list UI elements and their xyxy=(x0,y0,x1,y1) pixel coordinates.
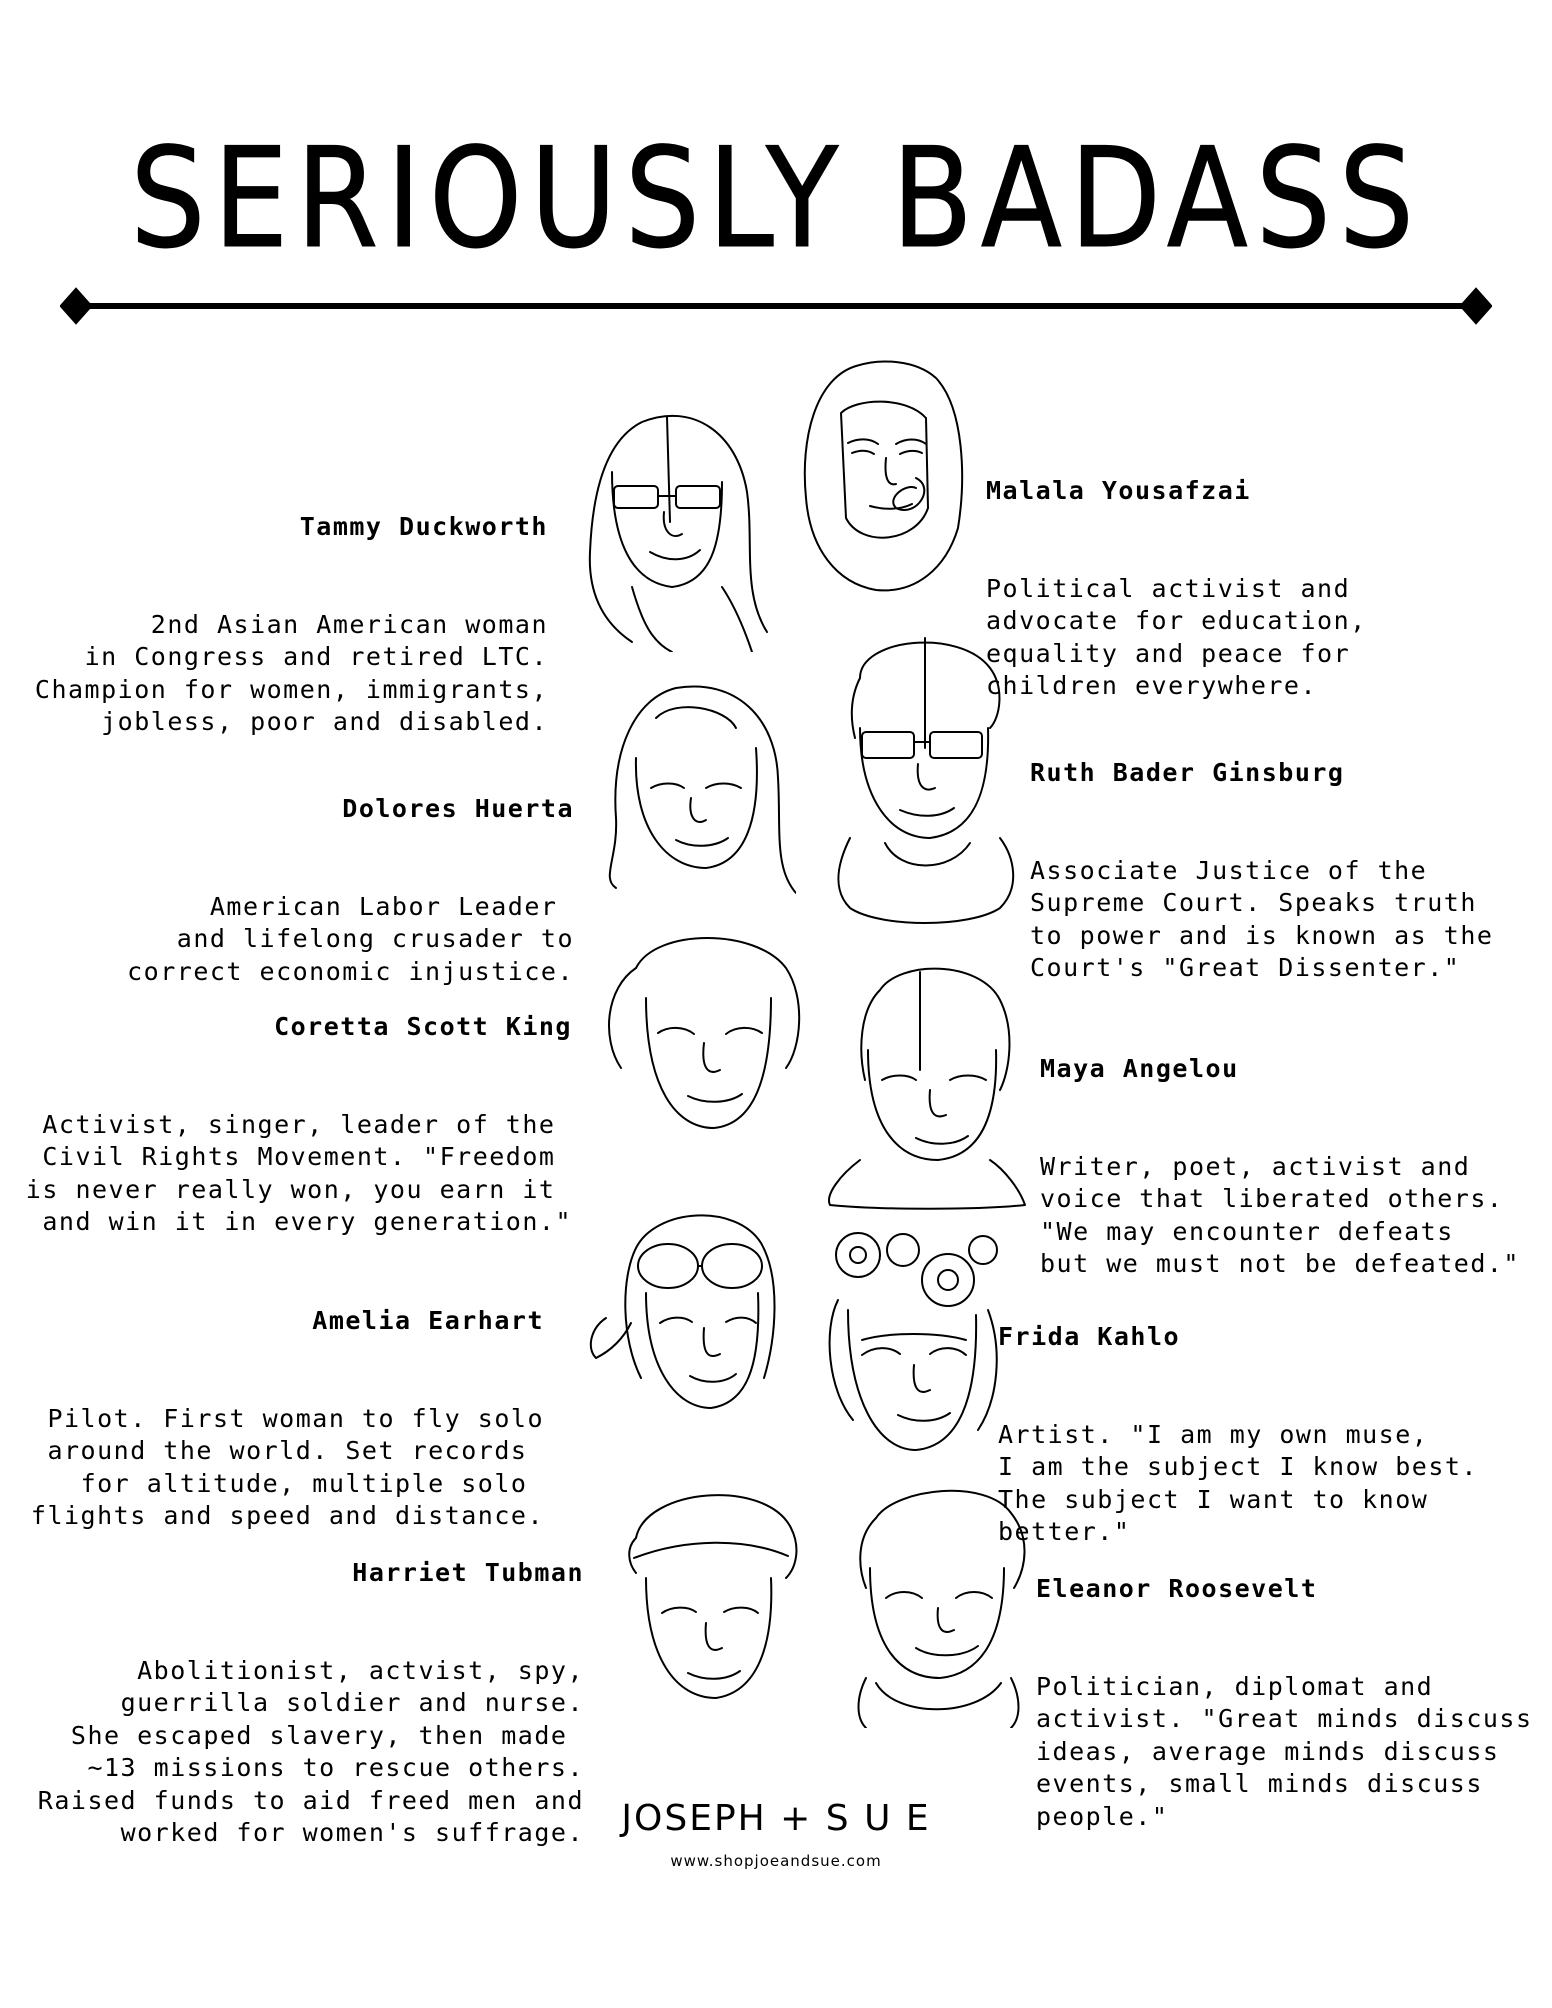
name-amelia-earhart: Amelia Earhart xyxy=(312,1306,544,1335)
description-eleanor-roosevelt: Politician, diplomat and activist. "Great minds discuss ideas, average minds discuss events, small minds discuss people." xyxy=(1036,1671,1533,1831)
name-eleanor-roosevelt: Eleanor Roosevelt xyxy=(1036,1574,1318,1603)
name-frida-kahlo: Frida Kahlo xyxy=(998,1322,1181,1351)
description-coretta-scott-king: Activist, singer, leader of the Civil Rights Movement. "Freedom is never really won, you earn it and win it in every generation." xyxy=(25,1109,572,1236)
portrait-harriet-tubman xyxy=(606,1478,802,1708)
name-coretta-scott-king: Coretta Scott King xyxy=(274,1012,572,1041)
description-dolores-huerta: American Labor Leader and lifelong crusader to correct economic injustice. xyxy=(127,891,574,986)
name-dolores-huerta: Dolores Huerta xyxy=(342,794,574,823)
portrait-tammy-duckworth xyxy=(572,402,772,652)
portrait-maya-angelou xyxy=(820,960,1030,1210)
website-url: www.shopjoeandsue.com xyxy=(670,1852,882,1870)
name-tammy-duckworth: Tammy Duckworth xyxy=(299,512,548,541)
description-maya-angelou: Writer, poet, activist and voice that liberated others. "We may encounter defeats but we must not be defeated." xyxy=(1040,1151,1520,1278)
page-title: SERIOUSLY BADASS xyxy=(130,118,1422,279)
name-maya-angelou: Maya Angelou xyxy=(1040,1054,1239,1083)
bio-malala-yousafzai xyxy=(986,410,1367,735)
portrait-frida-kahlo xyxy=(818,1220,1008,1470)
description-malala-yousafzai: Political activist and advocate for education, equality and peace for children everywhere. xyxy=(986,573,1367,700)
description-frida-kahlo: Artist. "I am my own muse, I am the subject I know best. The subject I want to know better." xyxy=(998,1419,1478,1546)
title-divider xyxy=(60,286,1492,326)
portrait-malala-yousafzai xyxy=(796,358,966,598)
portrait-dolores-huerta xyxy=(596,678,796,903)
bio-tammy-duckworth xyxy=(35,446,548,771)
bio-coretta-scott-king xyxy=(26,946,572,1271)
portrait-amelia-earhart xyxy=(586,1198,796,1428)
name-harriet-tubman: Harriet Tubman xyxy=(352,1558,584,1587)
description-tammy-duckworth: 2nd Asian American woman in Congress and retired LTC. Champion for women, immigrants, jobless, poor and disabled. xyxy=(34,609,548,736)
name-malala-yousafzai: Malala Yousafzai xyxy=(986,476,1251,505)
description-harriet-tubman: Abolitionist, actvist, spy, guerrilla soldier and nurse. She escaped slavery, then made ~13 missions to rescue others. Raised funds to aid freed men and worked for women's suffrage. xyxy=(37,1655,584,1847)
description-amelia-earhart: Pilot. First woman to fly solo around the world. Set records for altitude, multiple solo flights and speed and distance. xyxy=(30,1403,544,1530)
name-ruth-bader-ginsburg: Ruth Bader Ginsburg xyxy=(1030,758,1345,787)
portrait-coretta-scott-king xyxy=(596,928,816,1153)
description-ruth-bader-ginsburg: Associate Justice of the Supreme Court. Speaks truth to power and is known as the Court's "Great Dissenter." xyxy=(1030,855,1494,982)
bio-ruth-bader-ginsburg xyxy=(1030,692,1493,1017)
brand-name: JOSEPH + S U E xyxy=(621,1798,931,1839)
